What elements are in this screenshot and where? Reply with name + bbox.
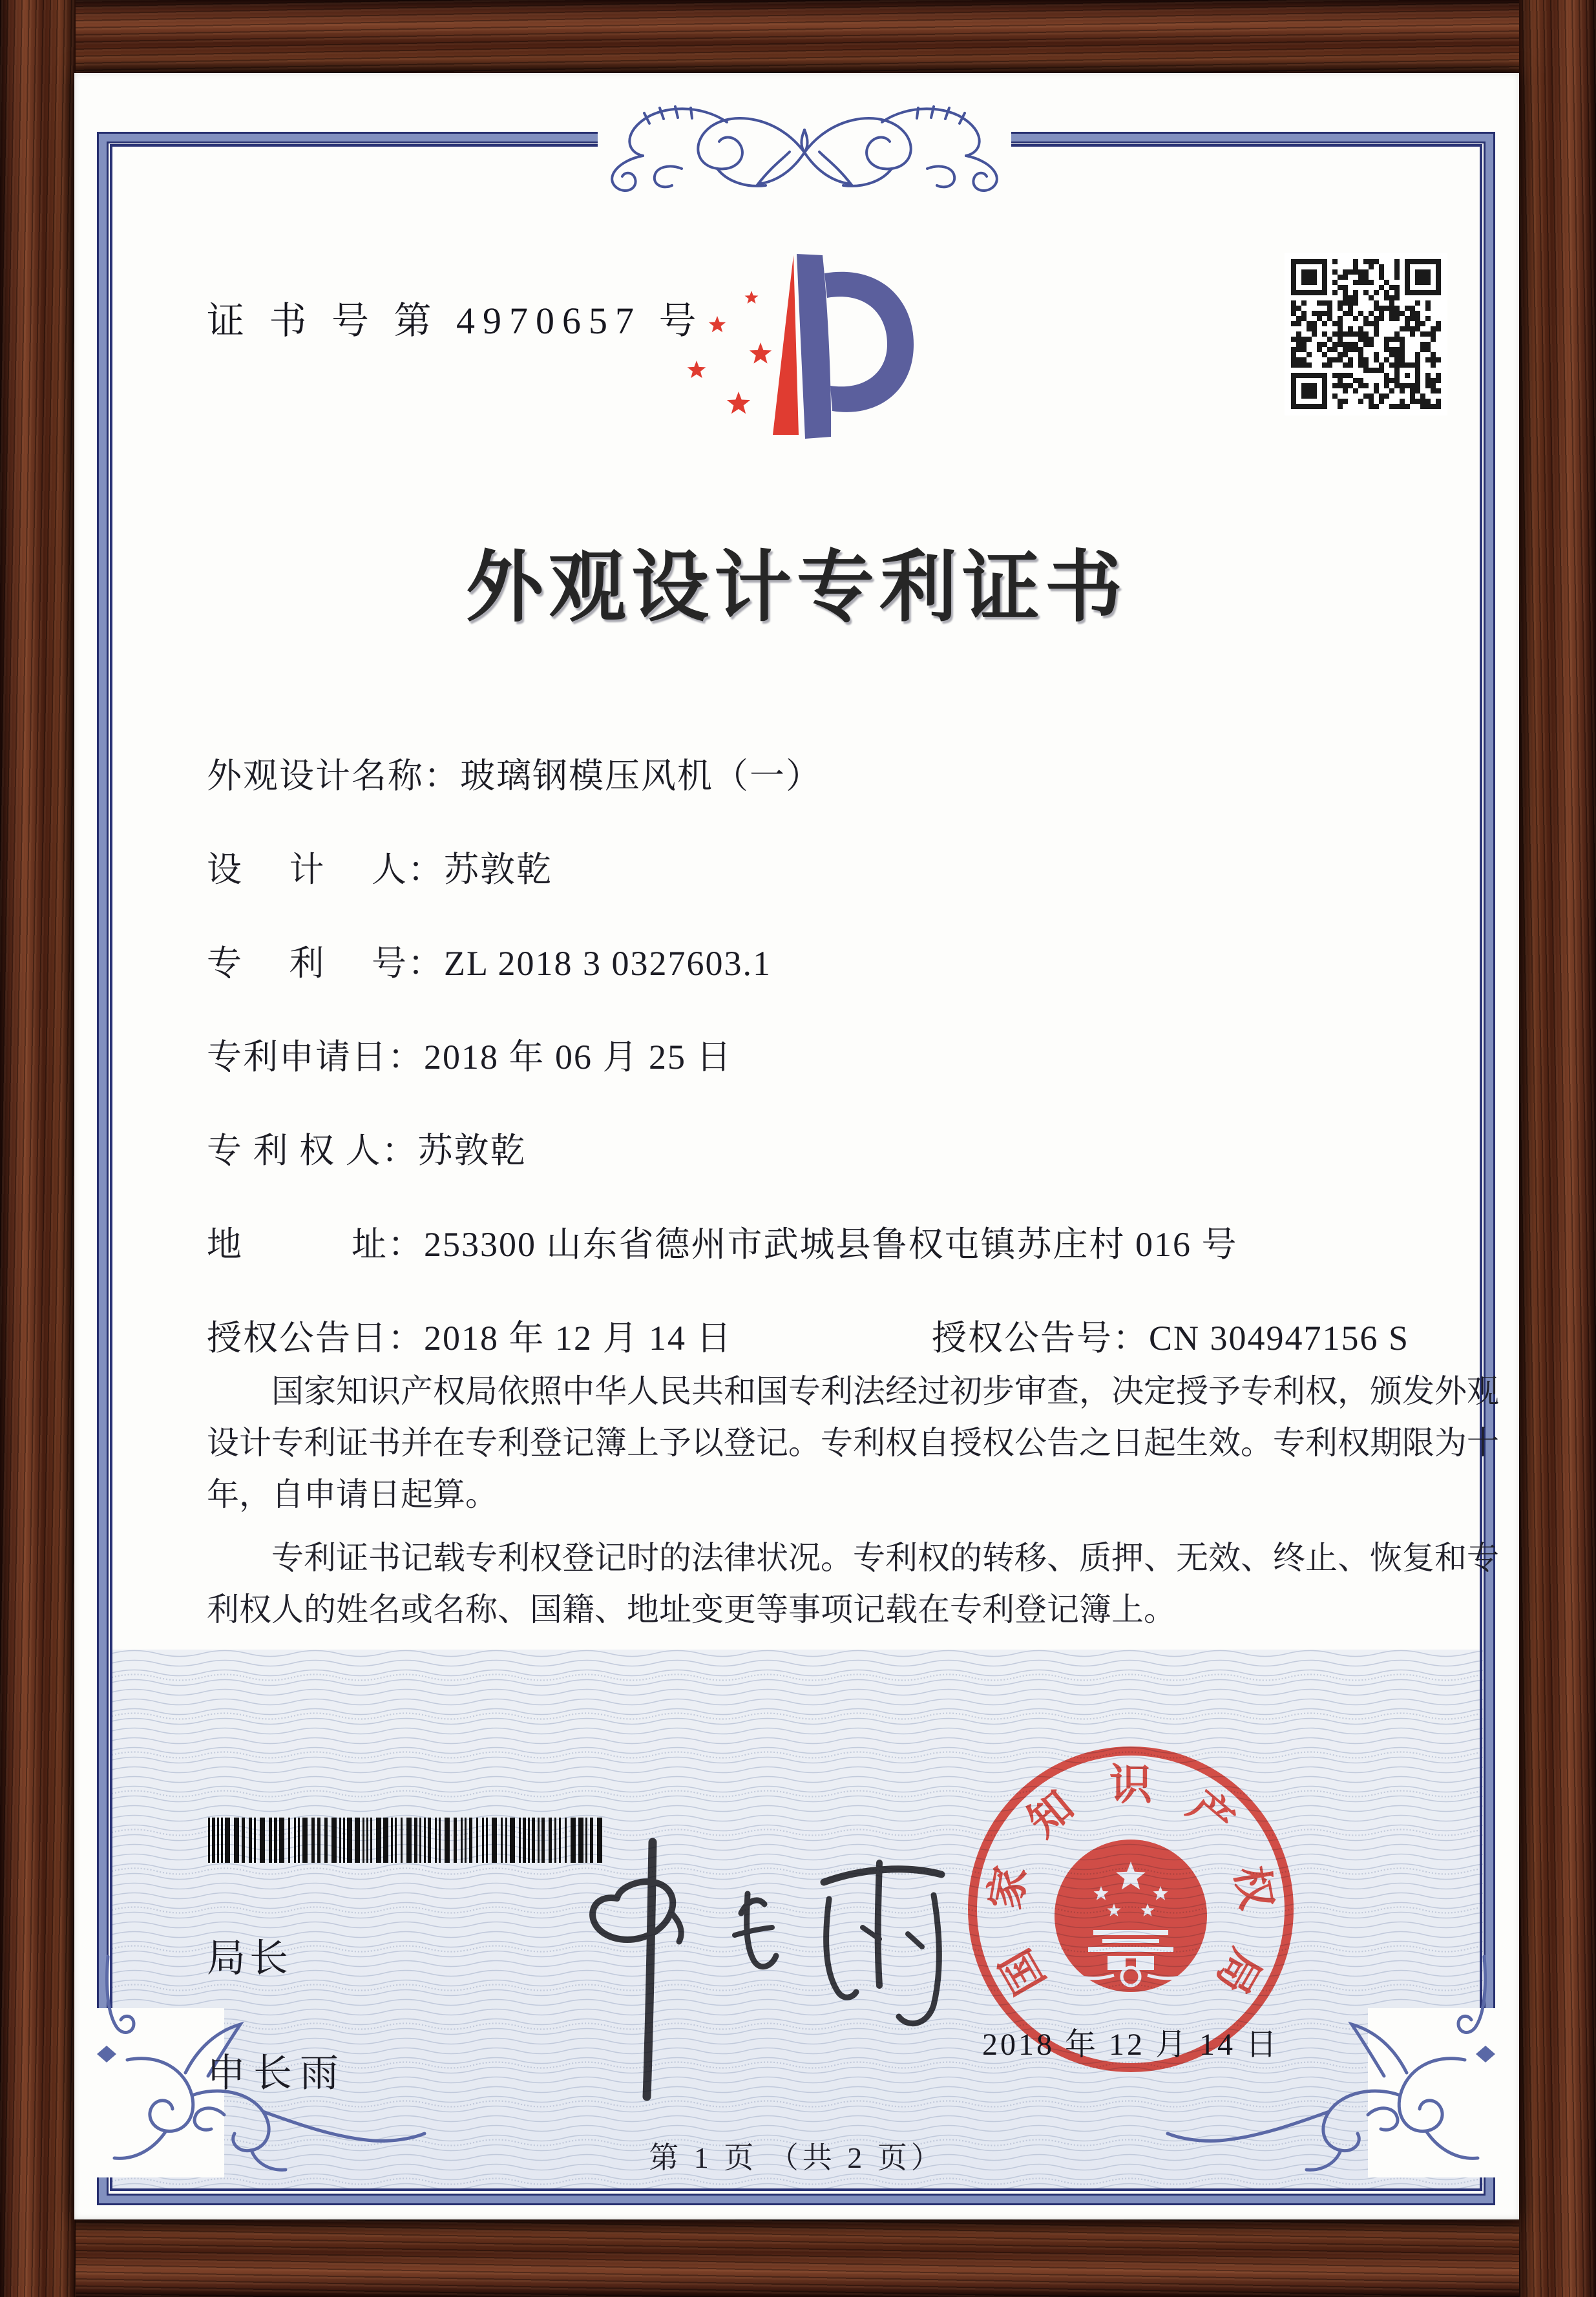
svg-text:局: 局 [1207, 1941, 1270, 2002]
svg-text:知: 知 [1019, 1782, 1083, 1847]
svg-text:产: 产 [1179, 1782, 1243, 1847]
certificate-number: 证 书 号 第 4970657 号 [207, 300, 704, 342]
paragraph-line: 设计专利证书并在专利登记簿上予以登记。专利权自授权公告之日起生效。专利权期限为十 [207, 1425, 1499, 1461]
svg-text:权: 权 [1226, 1862, 1280, 1913]
wood-frame-right [1519, 0, 1596, 2297]
grant-number-group [932, 1310, 1409, 1360]
field-address [207, 1217, 1238, 1266]
page-number-footer: 第 1 页 （共 2 页） [649, 2141, 945, 2174]
wood-frame-top [0, 0, 1596, 74]
grant-number-value: CN 304947156 S [1149, 1319, 1410, 1358]
qr-code [1285, 253, 1447, 415]
legal-paragraph-2 [207, 1532, 1499, 1635]
field-grant-announcement [207, 1310, 1410, 1360]
logo-stars [688, 291, 772, 414]
certificate-paper [74, 73, 1519, 2219]
field-filing-date [207, 1029, 733, 1079]
legal-paragraph-1 [207, 1365, 1499, 1520]
cnipa-logo [672, 247, 924, 448]
paragraph-line: 年，自申请日起算。 [207, 1476, 498, 1513]
grant-number-label: 授权公告号： [932, 1319, 1149, 1358]
field-design-name [207, 748, 822, 798]
field-label: 专 利 权 人： [207, 1131, 418, 1170]
field-value: 苏敦乾 [417, 1131, 527, 1170]
svg-text:国: 国 [992, 1941, 1055, 2002]
field-patent-number [207, 936, 772, 985]
field-label: 专利申请日： [207, 1038, 424, 1076]
grant-date-value: 2018 年 12 月 14 日 [424, 1319, 733, 1358]
wood-frame-left [0, 0, 76, 2297]
paragraph-line: 专利证书记载专利权登记时的法律状况。专利权的转移、质押、无效、终止、恢复和专 [207, 1540, 1499, 1576]
seal-date: 2018 年 12 月 14 日 [982, 2028, 1279, 2062]
field-label: 专 利 号： [207, 944, 444, 983]
national-emblem [1055, 1840, 1207, 1992]
field-designer [207, 842, 552, 892]
field-label: 外观设计名称： [207, 757, 460, 795]
field-value: ZL 2018 3 0327603.1 [444, 944, 772, 983]
field-value: 2018 年 06 月 25 日 [424, 1038, 733, 1076]
grant-date-label: 授权公告日： [207, 1319, 424, 1358]
commissioner-title: 局长 [207, 1937, 292, 1980]
svg-text:家: 家 [982, 1862, 1036, 1913]
field-value: 苏敦乾 [444, 850, 552, 889]
svg-text:识: 识 [1109, 1761, 1152, 1809]
field-patentee [207, 1123, 527, 1173]
commissioner-name: 申长雨 [207, 2052, 346, 2095]
top-flourish-ornament [565, 91, 1044, 204]
wood-frame-bottom [0, 2219, 1596, 2297]
paragraph-line: 国家知识产权局依照中华人民共和国专利法经过初步审查，决定授予专利权，颁发外观 [207, 1373, 1499, 1409]
field-value: 253300 山东省德州市武城县鲁权屯镇苏庄村 016 号 [424, 1225, 1238, 1264]
field-label: 设 计 人： [207, 850, 444, 889]
field-value: 玻璃钢模压风机（一） [460, 757, 822, 795]
signature-shen-changyu [520, 1837, 979, 2115]
paragraph-line: 利权人的姓名或名称、国籍、地址变更等事项记载在专利登记簿上。 [207, 1591, 1176, 1628]
certificate-title: 外观设计专利证书 [466, 545, 1128, 631]
field-label: 地 址： [207, 1225, 424, 1264]
